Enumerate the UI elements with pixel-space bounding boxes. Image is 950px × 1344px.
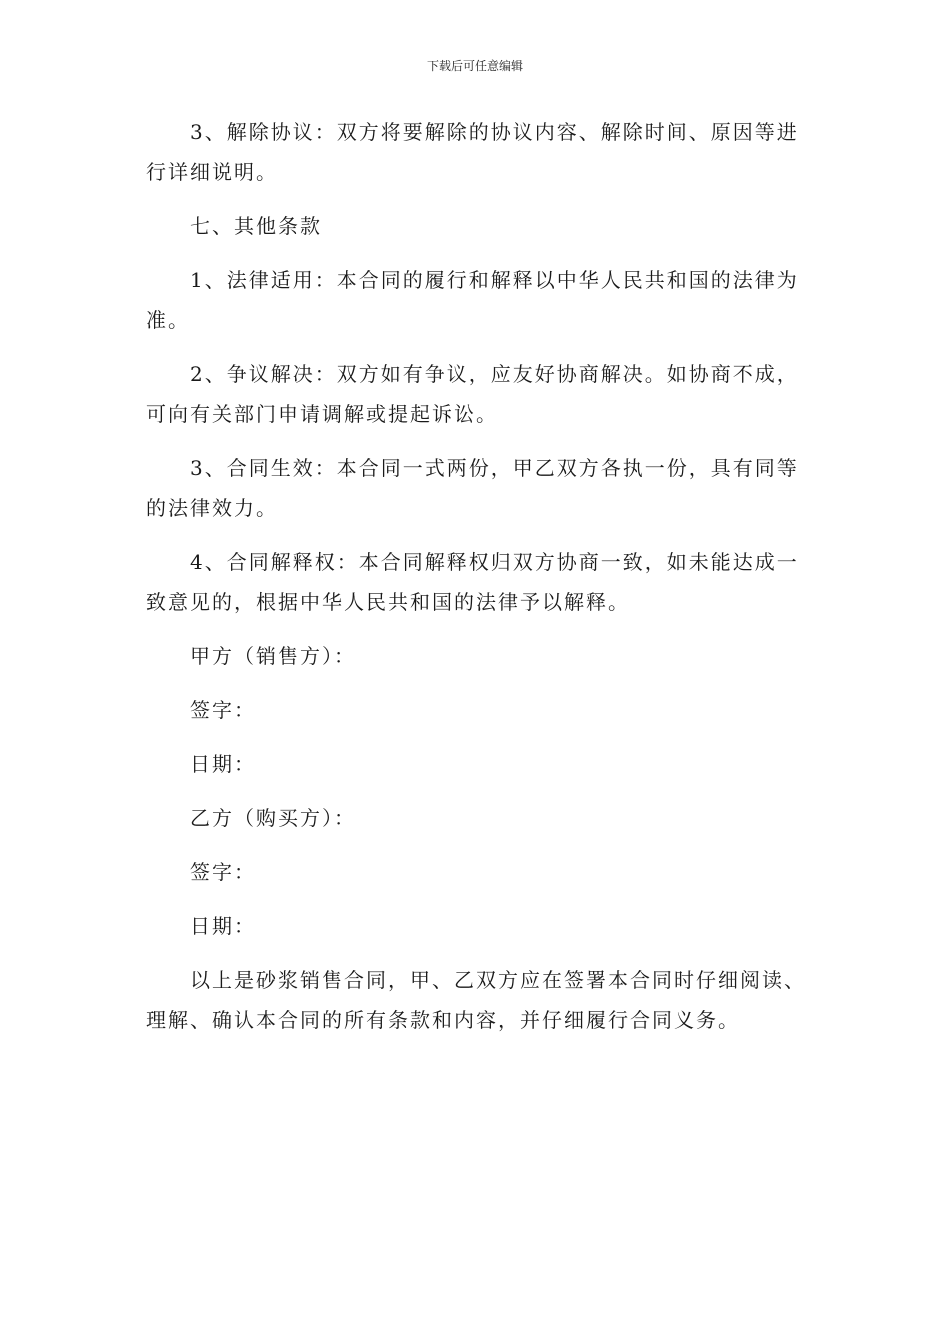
page-header: 下载后可任意编辑	[426, 59, 523, 73]
clause-termination-agreement: 3、解除协议：双方将要解除的协议内容、解除时间、原因等进行详细说明。	[146, 120, 799, 184]
party-a-signature-label: 签字：	[190, 698, 256, 722]
party-a-date-label: 日期：	[190, 752, 256, 776]
clause-applicable-law: 1、法律适用：本合同的履行和解释以中华人民共和国的法律为准。	[146, 268, 799, 332]
party-b-signature-label: 签字：	[190, 860, 256, 884]
document-body	[146, 112, 806, 1054]
clause-dispute-resolution: 2、争议解决：双方如有争议，应友好协商解决。如协商不成，可向有关部门申请调解或提起诉讼。	[146, 362, 799, 426]
clause-contract-effect: 3、合同生效：本合同一式两份，甲乙双方各执一份，具有同等的法律效力。	[146, 456, 799, 520]
party-b-date-label: 日期：	[190, 914, 256, 938]
section-heading-other-terms: 七、其他条款	[190, 214, 322, 238]
closing-statement: 以上是砂浆销售合同，甲、乙双方应在签署本合同时仔细阅读、理解、确认本合同的所有条款和内容，并仔细履行合同义务。	[146, 968, 806, 1032]
clause-interpretation-right: 4、合同解释权：本合同解释权归双方协商一致，如未能达成一致意见的，根据中华人民共和国的法律予以解释。	[146, 550, 799, 614]
party-b-label: 乙方（购买方）：	[190, 806, 356, 830]
party-a-label: 甲方（销售方）：	[190, 644, 356, 668]
